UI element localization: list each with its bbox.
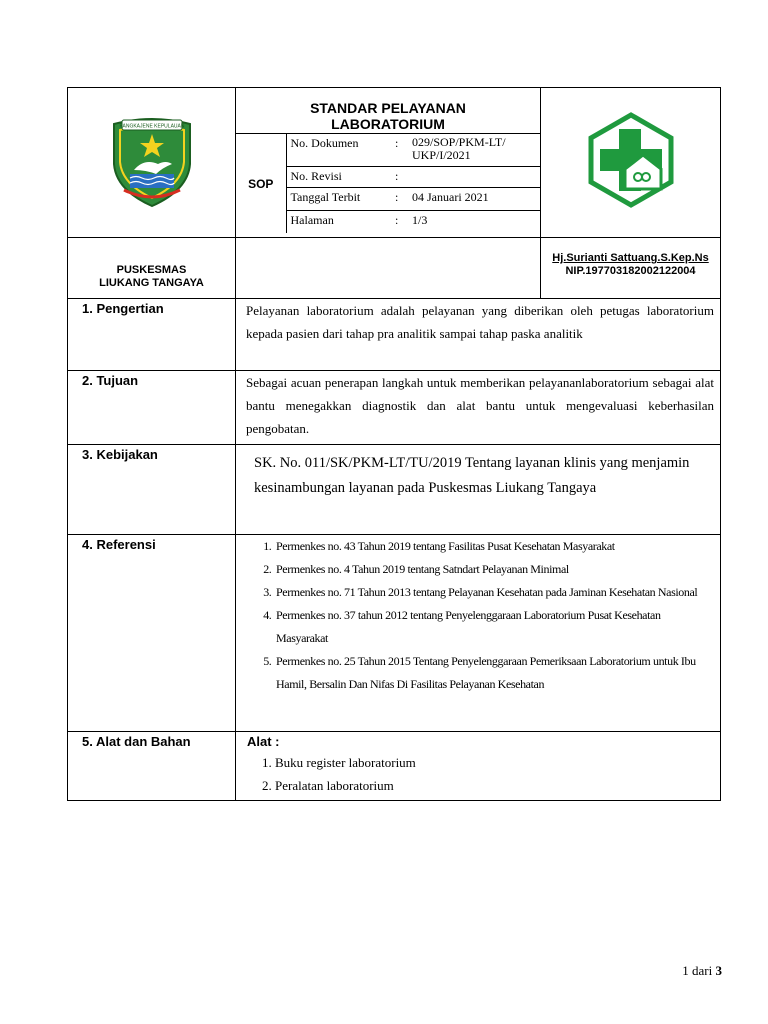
empty-cell [236,238,541,299]
info-value-no-revisi [408,167,540,188]
document-info-table [236,133,540,233]
section-body-alat-bahan [236,732,721,801]
info-label-halaman: Halaman [286,211,391,234]
info-label-no-revisi: No. Revisi [286,167,391,188]
signer-name: Hj.Surianti Sattuang.S.Kep.Ns [552,252,709,264]
right-logo-cell [541,88,721,238]
signer-nip: NIP.197703182002122004 [565,265,696,277]
tool-list [247,751,714,797]
info-value-no-dokumen: 029/SOP/PKM-LT/ UKP/I/2021 [408,134,540,167]
section-body-pengertian: Pelayanan laboratorium adalah pelayanan yang diberikan oleh petugas laboratorium kepada pasien dari tahap pra analitik sampai tahap paska analitik [236,299,721,371]
list-item: 2. Peralatan laboratorium [275,774,714,797]
list-item: 1. Buku register laboratorium [275,751,714,774]
section-body-tujuan: Sebagai acuan penerapan langkah untuk memberikan pelayananlaboratorium sebagai alat bantu menegakkan diagnostik dan alat bantu untuk mengevaluasi keberhasilan pengobatan. [236,371,721,445]
section-body-referensi [236,535,721,732]
info-label-no-dokumen: No. Dokumen [286,134,391,167]
puskesmas-logo-icon [585,111,677,209]
svg-text:PANGKAJENE KEPULAUAN: PANGKAJENE KEPULAUAN [119,123,184,130]
list-item: 4. Permenkes no. 37 tahun 2012 tentang Penyelenggaraan Laboratorium Pusat Kesehatan Masyarakat [274,604,714,650]
alat-label: Alat : [247,734,280,749]
section-title-pengertian: 1. Pengertian [68,299,236,371]
regency-emblem-icon [106,112,198,208]
section-title-referensi: 4. Referensi [68,535,236,732]
info-value-tanggal-terbit: 04 Januari 2021 [408,188,540,211]
page-number: 1 dari 3 [682,963,722,978]
info-label-tanggal-terbit: Tanggal Terbit [286,188,391,211]
list-item: 5. Permenkes no. 25 Tahun 2015 Tentang Penyelenggaraan Pemeriksaan Laboratorium untuk Ibu Hamil, Bersalin Dan Nifas Di Fasilitas Pelayanan Kesehatan [274,650,714,696]
info-colon: : [391,167,408,188]
info-colon: : [391,134,408,167]
document-title: STANDAR PELAYANAN LABORATORIUM [310,100,466,132]
section-title-kebijakan: 3. Kebijakan [68,445,236,535]
list-item: 2. Permenkes no. 4 Tahun 2019 tentang Satndart Pelayanan Minimal [274,558,714,581]
title-cell [236,88,541,238]
signer-block [541,238,721,299]
section-body-kebijakan: SK. No. 011/SK/PKM-LT/TU/2019 Tentang layanan klinis yang menjamin kesinambungan layanan pada Puskesmas Liukang Tangaya [236,445,721,535]
sop-document-table [67,87,721,801]
left-logo-cell [68,88,236,238]
list-item: 3. Permenkes no. 71 Tahun 2013 tentang Pelayanan Kesehatan pada Jaminan Kesehatan Nasional [274,581,714,604]
reference-list [236,535,714,696]
info-value-halaman: 1/3 [408,211,540,234]
sop-label: SOP [236,134,286,234]
org-name: PUSKESMAS LIUKANG TANGAYA [68,238,236,299]
section-title-alat-bahan: 5. Alat dan Bahan [68,732,236,801]
info-colon: : [391,211,408,234]
list-item: 1. Permenkes no. 43 Tahun 2019 tentang Fasilitas Pusat Kesehatan Masyarakat [274,535,714,558]
section-title-tujuan: 2. Tujuan [68,371,236,445]
info-colon: : [391,188,408,211]
